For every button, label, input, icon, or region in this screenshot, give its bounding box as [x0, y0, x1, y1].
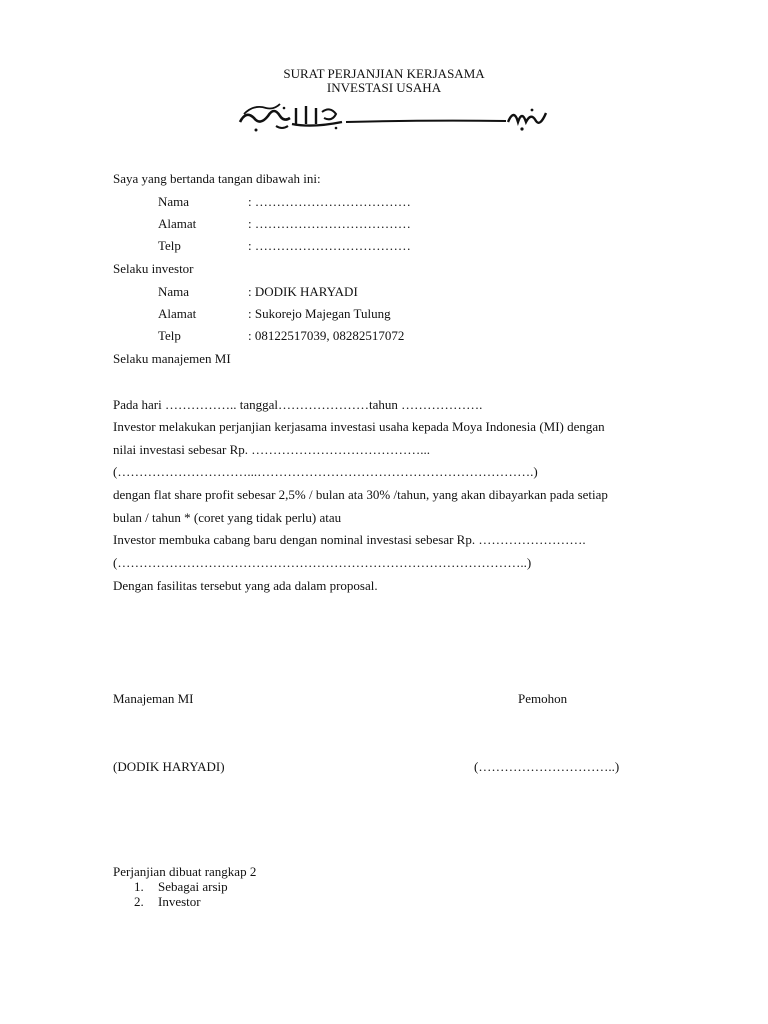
field-value: : ……………………………… — [248, 194, 411, 209]
agreement-paragraph-line: dengan flat share profit sebesar 2,5% / bulan ata 30% /tahun, yang akan dibayarkan pada setiap — [113, 487, 608, 502]
agreement-amount-words-line: (…………………………………………………………………………………..) — [113, 555, 532, 570]
bismillah-calligraphy-image — [236, 100, 552, 136]
field-value: : Sukorejo Majegan Tulung — [248, 306, 391, 321]
agreement-paragraph-line: nilai investasi sebesar Rp. …………………………………... — [113, 442, 431, 457]
field-value: : 08122517039, 08282517072 — [248, 328, 405, 343]
agreement-paragraph-line: Investor membuka cabang baru dengan nominal investasi sebesar Rp. ……………………. — [113, 532, 586, 547]
list-text: Investor — [158, 894, 201, 909]
signature-right-name: (…………………………..) — [474, 759, 620, 774]
list-number: 1. — [134, 879, 144, 894]
list-text: Sebagai arsip — [158, 879, 228, 894]
agreement-amount-words-line: (…………………………...……………………………………………………….) — [113, 464, 538, 479]
agreement-paragraph-line: Investor melakukan perjanjian kerjasama investasi usaha kepada Moya Indonesia (MI) dengan — [113, 419, 605, 434]
document-title: SURAT PERJANJIAN KERJASAMA — [283, 66, 485, 81]
field-label: Alamat — [158, 306, 197, 321]
copies-heading: Perjanjian dibuat rangkap 2 — [113, 864, 257, 879]
field-label: Nama — [158, 194, 190, 209]
field-label: Telp — [158, 328, 181, 343]
list-number: 2. — [134, 894, 144, 909]
field-label: Alamat — [158, 216, 197, 231]
signature-right-title: Pemohon — [518, 691, 568, 706]
field-value: : ……………………………… — [248, 238, 411, 253]
field-value: : DODIK HARYADI — [248, 284, 358, 299]
field-label: Nama — [158, 284, 190, 299]
agreement-date-line: Pada hari …………….. tanggal…………………tahun ………………. — [113, 397, 483, 412]
agreement-paragraph-line: bulan / tahun * (coret yang tidak perlu) atau — [113, 510, 342, 525]
signature-left-name: (DODIK HARYADI) — [113, 759, 225, 774]
field-value: : ……………………………… — [248, 216, 411, 231]
management-role-text: Selaku manajemen MI — [113, 351, 231, 366]
intro-text: Saya yang bertanda tangan dibawah ini: — [113, 171, 321, 186]
field-label: Telp — [158, 238, 181, 253]
document-subtitle: INVESTASI USAHA — [326, 80, 442, 95]
signature-left-title: Manajeman MI — [113, 691, 194, 706]
agreement-paragraph-line: Dengan fasilitas tersebut yang ada dalam proposal. — [113, 578, 378, 593]
investor-role-text: Selaku investor — [113, 261, 194, 276]
